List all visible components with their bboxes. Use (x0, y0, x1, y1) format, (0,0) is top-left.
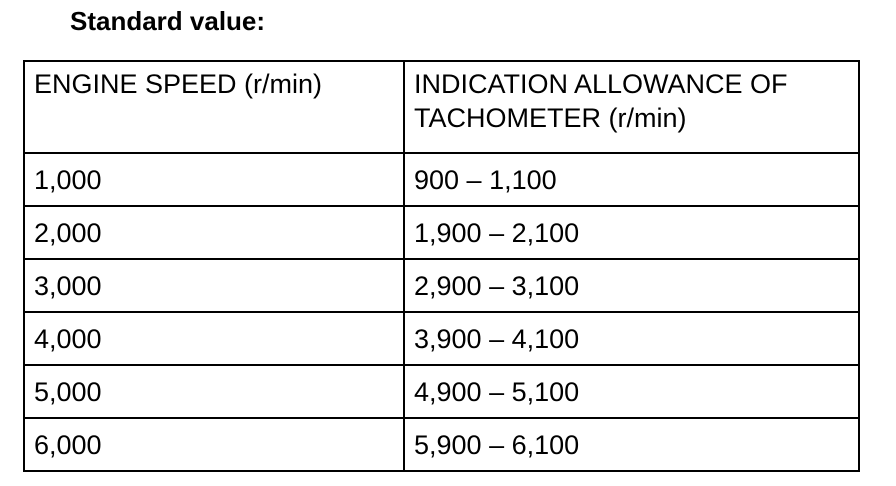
table-row (24, 206, 859, 259)
allowance-cell: 1,900 – 2,100 (404, 206, 859, 259)
engine-speed-cell: 3,000 (24, 259, 404, 312)
table-header-row (24, 61, 859, 153)
table-row (24, 365, 859, 418)
table-row (24, 259, 859, 312)
engine-speed-cell: 2,000 (24, 206, 404, 259)
allowance-cell: 900 – 1,100 (404, 153, 859, 206)
engine-speed-cell: 5,000 (24, 365, 404, 418)
header-engine-speed: ENGINE SPEED (r/min) (24, 61, 404, 153)
table-row (24, 312, 859, 365)
allowance-cell: 3,900 – 4,100 (404, 312, 859, 365)
allowance-cell: 5,900 – 6,100 (404, 418, 859, 471)
engine-speed-cell: 6,000 (24, 418, 404, 471)
header-indication-allowance: INDICATION ALLOWANCE OF TACHOMETER (r/min) (404, 61, 859, 153)
allowance-cell: 2,900 – 3,100 (404, 259, 859, 312)
engine-speed-cell: 1,000 (24, 153, 404, 206)
tachometer-spec-table (23, 60, 860, 472)
section-heading: Standard value: (70, 6, 266, 36)
table-row (24, 153, 859, 206)
table-row (24, 418, 859, 471)
allowance-cell: 4,900 – 5,100 (404, 365, 859, 418)
engine-speed-cell: 4,000 (24, 312, 404, 365)
